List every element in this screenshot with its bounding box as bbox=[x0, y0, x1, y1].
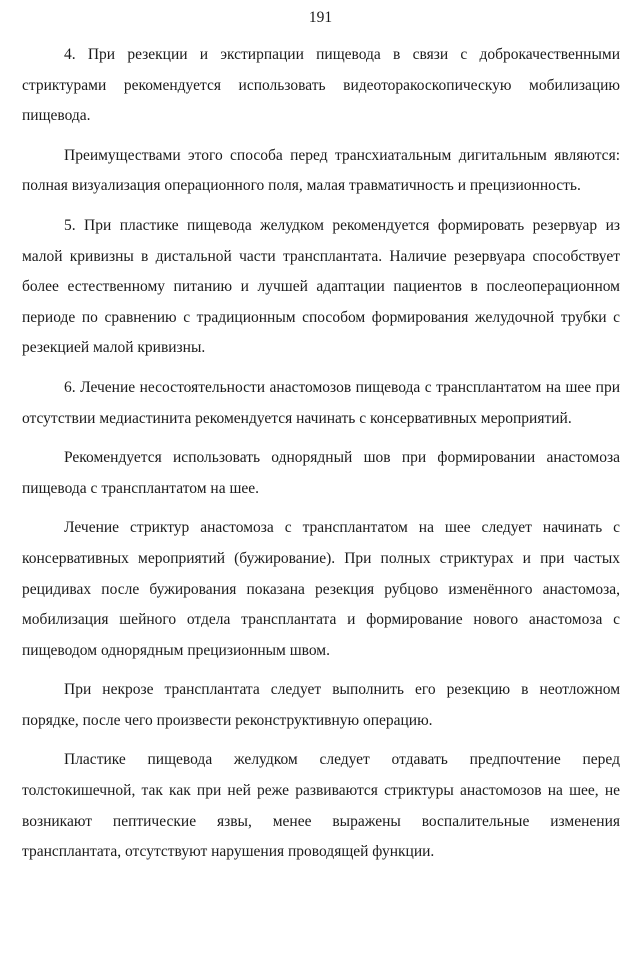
paragraph-stricture-treatment: Лечение стриктур анастомоза с трансплантатом на шее следует начинать с консервативных мероприятий (бужирование). При полных стриктурах и при частых рецидивах после бужирования показана резекция рубцово изменённого анастомоза, мобилизация шейного отдела трансплантата и формирование нового анастомоза с пищеводом однорядным прецизионным швом. bbox=[22, 519, 620, 659]
body-text bbox=[22, 40, 620, 877]
paragraph-item-5-gastric-plasty: 5. При пластике пищевода желудком рекомендуется формировать резервуар из малой кривизны в дистальной части трансплантата. Наличие резервуара способствует более естественному питанию и лучшей адаптации пациентов в послеоперационном периоде по сравнению с традиционным способом формирования желудочной трубки с резекцией малой кривизны. bbox=[22, 216, 620, 357]
paragraph-graft-necrosis: При некрозе трансплантата следует выполнить его резекцию в неотложном порядке, после чего произвести реконструктивную операцию. bbox=[22, 681, 620, 729]
paragraph-item-4-esophageal-resection: 4. При резекции и экстирпации пищевода в связи с доброкачественными стриктурами рекомендуется использовать видеоторакоскопическую мобилизацию пищевода. bbox=[22, 46, 620, 125]
paragraph-method-advantages: Преимуществами этого способа перед трансхиатальным дигитальным являются: полная визуализация операционного поля, малая травматичность и прецизионность. bbox=[22, 146, 620, 195]
page-number: 191 bbox=[308, 9, 333, 26]
paragraph-item-6-anastomosis-leak: 6. Лечение несостоятельности анастомозов пищевода с трансплантатом на шее при отсутствии медиастинита рекомендуется начинать с консервативных мероприятий. bbox=[22, 378, 620, 427]
paragraph-gastric-preference: Пластике пищевода желудком следует отдавать предпочтение перед толстокишечной, так как при ней реже развиваются стриктуры анастомозов на шее, не возникают пептические язвы, менее выражены воспалительные изменения трансплантата, отсутствуют нарушения проводящей функции. bbox=[22, 751, 620, 861]
paragraph-single-row-suture: Рекомендуется использовать однорядный шов при формировании анастомоза пищевода с трансплантатом на шее. bbox=[22, 449, 620, 497]
